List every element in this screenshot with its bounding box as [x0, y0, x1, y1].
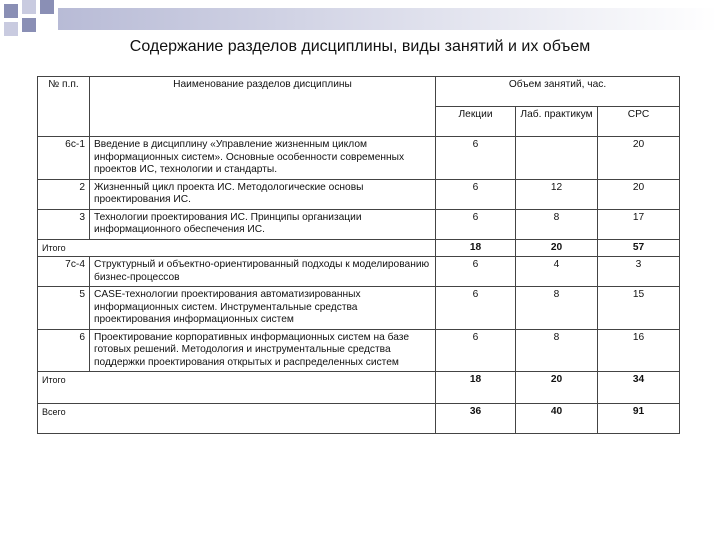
- table-row: [38, 257, 680, 287]
- row-lectures: 6: [436, 137, 516, 180]
- total-label: Итого: [38, 239, 436, 257]
- row-srs: 16: [598, 329, 680, 372]
- row-labs: 8: [516, 209, 598, 239]
- row-srs: 17: [598, 209, 680, 239]
- row-name: Проектирование корпоративных информационных систем на базе готовых решений. Методология и инструментальные средства поддержки проектирования открытых и распределенных систем: [90, 329, 436, 372]
- table-row: [38, 287, 680, 330]
- total-lectures: 18: [436, 372, 516, 404]
- row-srs: 20: [598, 137, 680, 180]
- row-labs: 12: [516, 179, 598, 209]
- grand-total-row: [38, 404, 680, 434]
- row-num: 6: [38, 329, 90, 372]
- row-lectures: 6: [436, 287, 516, 330]
- row-name: Технологии проектирования ИС. Принципы организации информационного обеспечения ИС.: [90, 209, 436, 239]
- header-volume: Объем занятий, час.: [436, 77, 680, 107]
- row-name: CASE-технологии проектирования автоматизированных информационных систем. Инструментальные средства проектирования информационных систем: [90, 287, 436, 330]
- row-name: Введение в дисциплину «Управление жизненным циклом информационных систем». Основные особенности современных проектов ИС, технологии и стандарты.: [90, 137, 436, 180]
- row-num: 7с-4: [38, 257, 90, 287]
- total-srs: 57: [598, 239, 680, 257]
- total-lectures: 18: [436, 239, 516, 257]
- row-lectures: 6: [436, 179, 516, 209]
- row-name: Структурный и объектно-ориентированный подходы к моделированию бизнес-процессов: [90, 257, 436, 287]
- total-srs: 34: [598, 372, 680, 404]
- row-lectures: 6: [436, 209, 516, 239]
- row-name: Жизненный цикл проекта ИС. Методологические основы проектирования ИС.: [90, 179, 436, 209]
- row-srs: 15: [598, 287, 680, 330]
- row-labs: 4: [516, 257, 598, 287]
- total-label: Итого: [38, 372, 436, 404]
- table-row: [38, 329, 680, 372]
- corner-decoration: [0, 0, 720, 40]
- row-labs: [516, 137, 598, 180]
- grand-total-srs: 91: [598, 404, 680, 434]
- row-labs: 8: [516, 287, 598, 330]
- total-labs: 20: [516, 372, 598, 404]
- total-labs: 20: [516, 239, 598, 257]
- header-srs: СРС: [598, 107, 680, 137]
- grand-total-labs: 40: [516, 404, 598, 434]
- table-row: [38, 179, 680, 209]
- total-row: [38, 372, 680, 404]
- row-num: 2: [38, 179, 90, 209]
- row-lectures: 6: [436, 329, 516, 372]
- grand-total-label: Всего: [38, 404, 436, 434]
- row-srs: 3: [598, 257, 680, 287]
- row-labs: 8: [516, 329, 598, 372]
- table-row: [38, 137, 680, 180]
- row-num: 5: [38, 287, 90, 330]
- row-lectures: 6: [436, 257, 516, 287]
- row-num: 6с-1: [38, 137, 90, 180]
- row-srs: 20: [598, 179, 680, 209]
- grand-total-lectures: 36: [436, 404, 516, 434]
- header-name: Наименование разделов дисциплины: [90, 77, 436, 137]
- header-lectures: Лекции: [436, 107, 516, 137]
- row-num: 3: [38, 209, 90, 239]
- header-labs: Лаб. практикум: [516, 107, 598, 137]
- page-title: Содержание разделов дисциплины, виды занятий и их объем: [129, 38, 591, 55]
- table-row: [38, 209, 680, 239]
- header-num: № п.п.: [38, 77, 90, 137]
- curriculum-table: [37, 76, 680, 434]
- total-row: [38, 239, 680, 257]
